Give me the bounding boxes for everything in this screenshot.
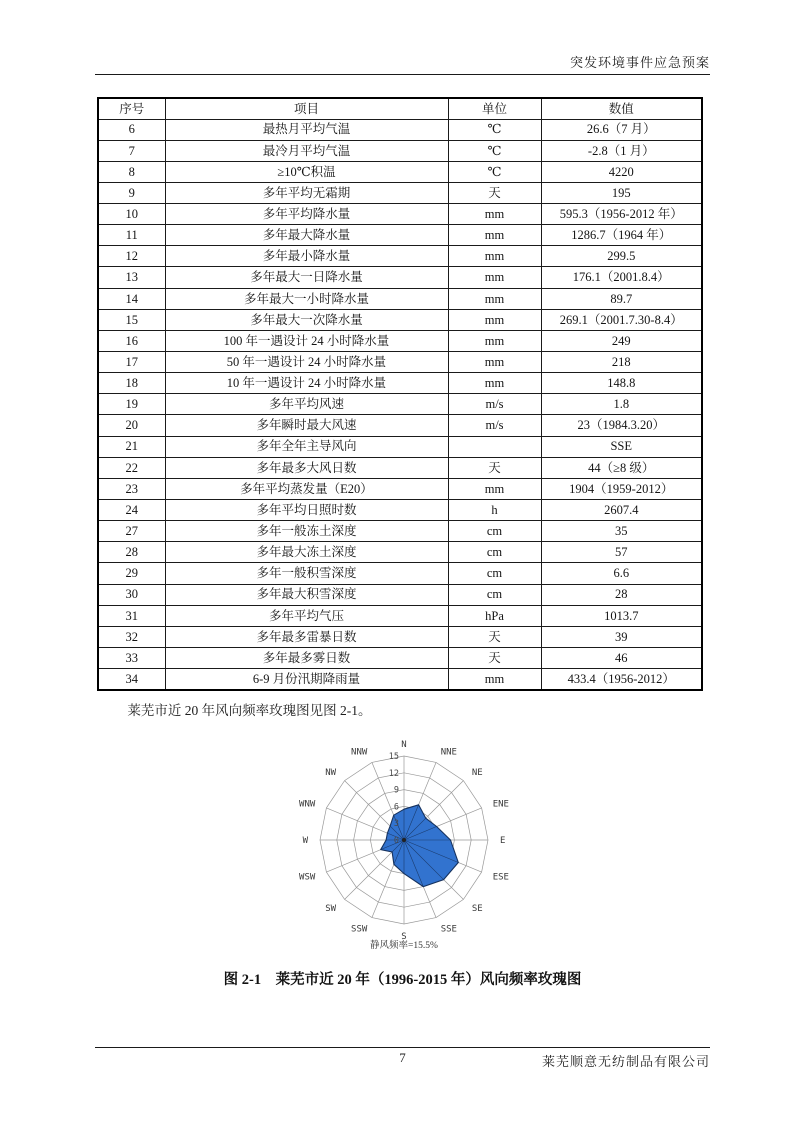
cell-index: 22: [98, 457, 165, 478]
cell-unit: mm: [448, 204, 541, 225]
cell-item: 多年平均日照时数: [165, 500, 448, 521]
table-row: [98, 415, 702, 436]
radial-tick-15: 15: [388, 752, 399, 762]
cell-value: 2607.4: [541, 500, 702, 521]
cell-value: 1.8: [541, 394, 702, 415]
direction-label-ENE: ENE: [492, 799, 509, 810]
cell-item: 多年一般积雪深度: [165, 563, 448, 584]
direction-label-W: W: [302, 836, 308, 846]
direction-label-ESE: ESE: [492, 872, 509, 883]
footer-company-name: 莱芜顺意无纺制品有限公司: [541, 1054, 710, 1069]
cell-value: 57: [541, 542, 702, 563]
cell-unit: h: [448, 500, 541, 521]
cell-unit: mm: [448, 352, 541, 373]
table-row: [98, 119, 702, 140]
cell-index: 15: [98, 309, 165, 330]
direction-label-NNW: NNW: [351, 747, 368, 758]
cell-unit: cm: [448, 521, 541, 542]
meteorological-data-table: [97, 97, 703, 691]
cell-value: 44（≥8 级）: [541, 457, 702, 478]
direction-label-SSE: SSE: [440, 924, 457, 935]
page-footer: [95, 1050, 710, 1068]
cell-index: 7: [98, 140, 165, 161]
cell-item: 多年平均无霜期: [165, 182, 448, 203]
cell-index: 33: [98, 648, 165, 669]
cell-value: 35: [541, 521, 702, 542]
cell-item: 多年最大一日降水量: [165, 267, 448, 288]
cell-item: 多年最多雾日数: [165, 648, 448, 669]
table-row: [98, 584, 702, 605]
cell-index: 24: [98, 500, 165, 521]
cell-value: 218: [541, 352, 702, 373]
column-header-item: 项目: [165, 98, 448, 119]
cell-index: 19: [98, 394, 165, 415]
cell-unit: ℃: [448, 161, 541, 182]
table-row: [98, 626, 702, 647]
wind-rose-polygon: [381, 805, 459, 887]
cell-index: 23: [98, 478, 165, 499]
table-row: [98, 563, 702, 584]
table-row: [98, 246, 702, 267]
cell-index: 31: [98, 605, 165, 626]
lead-paragraph: 莱芜市近 20 年风向频率玫瑰图见图 2-1。: [127, 703, 372, 718]
cell-unit: mm: [448, 288, 541, 309]
cell-value: 23（1984.3.20）: [541, 415, 702, 436]
cell-unit: hPa: [448, 605, 541, 626]
cell-item: ≥10℃积温: [165, 161, 448, 182]
cell-unit: ℃: [448, 140, 541, 161]
radial-tick-9: 9: [393, 785, 399, 796]
direction-label-NNE: NNE: [440, 747, 457, 758]
cell-item: 多年最大一次降水量: [165, 309, 448, 330]
cell-value: -2.8（1 月）: [541, 140, 702, 161]
cell-index: 14: [98, 288, 165, 309]
table-row: [98, 161, 702, 182]
cell-unit: cm: [448, 542, 541, 563]
cell-value: 595.3（1956-2012 年）: [541, 204, 702, 225]
cell-index: 9: [98, 182, 165, 203]
direction-label-WNW: WNW: [299, 799, 316, 810]
table-row: [98, 140, 702, 161]
radial-tick-6: 6: [393, 802, 399, 813]
table-row: [98, 309, 702, 330]
direction-label-S: S: [401, 932, 407, 942]
table-row: [98, 436, 702, 457]
cell-item: 多年最小降水量: [165, 246, 448, 267]
cell-item: 多年最大积雪深度: [165, 584, 448, 605]
cell-unit: mm: [448, 246, 541, 267]
table-row: [98, 457, 702, 478]
cell-item: 6-9 月份汛期降雨量: [165, 669, 448, 690]
cell-unit: 天: [448, 648, 541, 669]
wind-rose-chart: [239, 736, 569, 956]
direction-label-SE: SE: [471, 903, 483, 914]
cell-unit: 天: [448, 626, 541, 647]
cell-value: 4220: [541, 161, 702, 182]
cell-item: 多年平均风速: [165, 394, 448, 415]
table-row: [98, 267, 702, 288]
rose-center-dot: [402, 838, 406, 842]
cell-unit: 天: [448, 457, 541, 478]
cell-index: 30: [98, 584, 165, 605]
table-row: [98, 394, 702, 415]
cell-index: 21: [98, 436, 165, 457]
table-row: [98, 352, 702, 373]
cell-value: 269.1（2001.7.30-8.4）: [541, 309, 702, 330]
calm-frequency-note: 静风频率=15.5%: [370, 941, 438, 951]
cell-item: 多年最大冻土深度: [165, 542, 448, 563]
cell-unit: m/s: [448, 394, 541, 415]
cell-item: 多年平均降水量: [165, 204, 448, 225]
direction-label-WSW: WSW: [299, 872, 316, 883]
cell-index: 17: [98, 352, 165, 373]
cell-index: 13: [98, 267, 165, 288]
cell-unit: [448, 436, 541, 457]
page-number: 7: [399, 1050, 406, 1065]
direction-label-E: E: [500, 836, 506, 846]
column-header-unit: 单位: [448, 98, 541, 119]
cell-unit: ℃: [448, 119, 541, 140]
direction-label-NE: NE: [471, 768, 483, 779]
radial-tick-3: 3: [393, 819, 399, 830]
cell-index: 34: [98, 669, 165, 690]
cell-index: 10: [98, 204, 165, 225]
cell-index: 6: [98, 119, 165, 140]
cell-unit: mm: [448, 309, 541, 330]
header-rule: [95, 74, 710, 75]
cell-item: 多年最多雷暴日数: [165, 626, 448, 647]
cell-index: 28: [98, 542, 165, 563]
table-row: [98, 225, 702, 246]
cell-unit: mm: [448, 478, 541, 499]
cell-value: 1013.7: [541, 605, 702, 626]
cell-value: 299.5: [541, 246, 702, 267]
cell-item: 多年平均气压: [165, 605, 448, 626]
cell-value: 28: [541, 584, 702, 605]
table-row: [98, 542, 702, 563]
radial-tick-0: 0: [393, 836, 399, 846]
cell-item: 多年最大降水量: [165, 225, 448, 246]
cell-value: 39: [541, 626, 702, 647]
cell-item: 最冷月平均气温: [165, 140, 448, 161]
cell-unit: mm: [448, 330, 541, 351]
cell-unit: mm: [448, 373, 541, 394]
cell-unit: mm: [448, 669, 541, 690]
cell-index: 27: [98, 521, 165, 542]
cell-unit: mm: [448, 267, 541, 288]
cell-unit: mm: [448, 225, 541, 246]
page-header-title: 突发环境事件应急预案: [569, 55, 710, 70]
cell-value: 1286.7（1964 年）: [541, 225, 702, 246]
cell-item: 100 年一遇设计 24 小时降水量: [165, 330, 448, 351]
cell-item: 50 年一遇设计 24 小时降水量: [165, 352, 448, 373]
cell-item: 10 年一遇设计 24 小时降水量: [165, 373, 448, 394]
radial-tick-12: 12: [388, 768, 399, 779]
direction-label-N: N: [401, 740, 407, 750]
table-row: [98, 521, 702, 542]
table-row: [98, 478, 702, 499]
table-row: [98, 373, 702, 394]
cell-value: 89.7: [541, 288, 702, 309]
cell-value: 26.6（7 月）: [541, 119, 702, 140]
cell-index: 11: [98, 225, 165, 246]
table-row: [98, 330, 702, 351]
wind-rose-svg: [239, 736, 569, 956]
cell-index: 20: [98, 415, 165, 436]
cell-index: 32: [98, 626, 165, 647]
cell-item: 多年最多大风日数: [165, 457, 448, 478]
cell-item: 多年一般冻土深度: [165, 521, 448, 542]
direction-label-SW: SW: [325, 903, 337, 914]
cell-item: 多年瞬时最大风速: [165, 415, 448, 436]
table-body: [98, 119, 702, 690]
column-header-value: 数值: [541, 98, 702, 119]
cell-value: 148.8: [541, 373, 702, 394]
cell-unit: m/s: [448, 415, 541, 436]
cell-item: 多年平均蒸发量（E20）: [165, 478, 448, 499]
cell-index: 18: [98, 373, 165, 394]
cell-unit: 天: [448, 182, 541, 203]
cell-value: 176.1（2001.8.4）: [541, 267, 702, 288]
cell-item: 多年全年主导风向: [165, 436, 448, 457]
cell-value: 195: [541, 182, 702, 203]
table-row: [98, 605, 702, 626]
direction-label-NW: NW: [325, 768, 337, 779]
cell-item: 多年最大一小时降水量: [165, 288, 448, 309]
cell-value: 6.6: [541, 563, 702, 584]
table-row: [98, 669, 702, 690]
cell-value: SSE: [541, 436, 702, 457]
cell-unit: cm: [448, 563, 541, 584]
cell-index: 16: [98, 330, 165, 351]
table-row: [98, 182, 702, 203]
table-row: [98, 648, 702, 669]
cell-index: 29: [98, 563, 165, 584]
table-row: [98, 288, 702, 309]
table-row: [98, 500, 702, 521]
column-header-index: 序号: [98, 98, 165, 119]
figure-caption: 图 2-1 莱芜市近 20 年（1996-2015 年）风向频率玫瑰图: [223, 972, 582, 988]
cell-value: 46: [541, 648, 702, 669]
table-header-row: [98, 98, 702, 119]
cell-index: 8: [98, 161, 165, 182]
cell-index: 12: [98, 246, 165, 267]
direction-label-SSW: SSW: [351, 924, 368, 935]
cell-item: 最热月平均气温: [165, 119, 448, 140]
cell-value: 249: [541, 330, 702, 351]
table-row: [98, 204, 702, 225]
cell-unit: cm: [448, 584, 541, 605]
footer-rule: [95, 1047, 710, 1048]
cell-value: 433.4（1956-2012）: [541, 669, 702, 690]
cell-value: 1904（1959-2012）: [541, 478, 702, 499]
